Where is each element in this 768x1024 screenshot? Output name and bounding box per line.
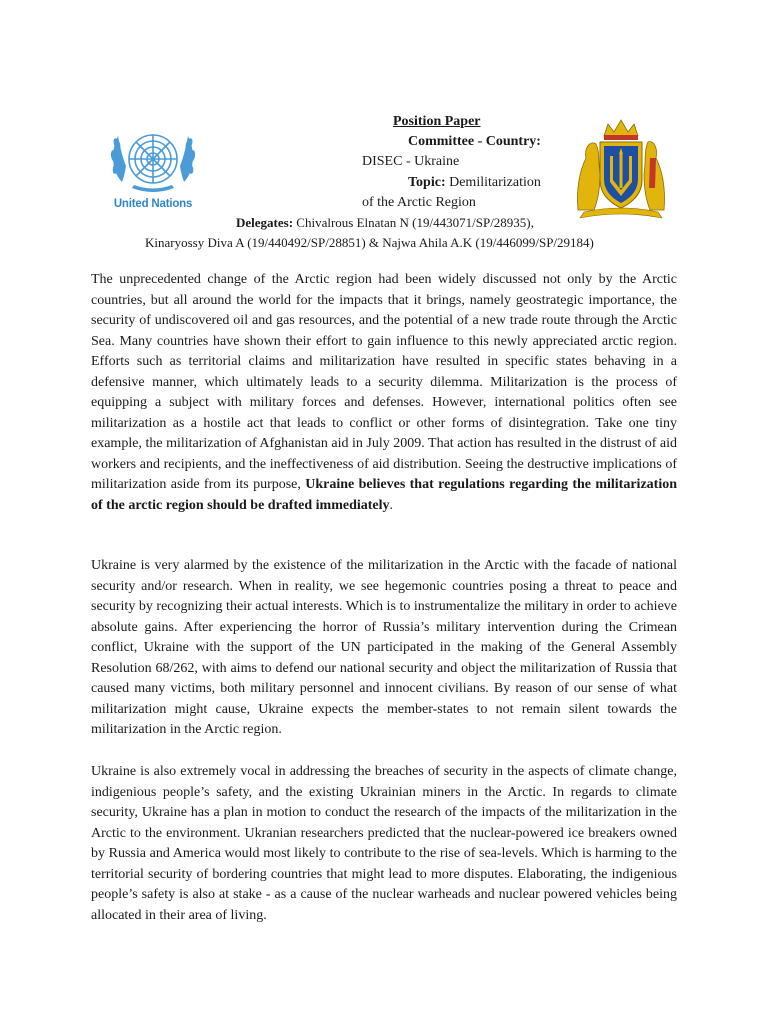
- un-logo-label: United Nations: [113, 198, 193, 210]
- committee-value: DISEC - Ukraine: [362, 154, 460, 169]
- un-emblem-icon: [92, 122, 214, 198]
- coat-of-arms-icon: [570, 118, 672, 222]
- paragraph-1-bold-statement: Ukraine believes that regulations regarding the militarization of the arctic region should be drafted immediately: [91, 477, 677, 513]
- paragraph-1-end: .: [389, 497, 394, 513]
- topic-value-continued: of the Arctic Region: [362, 195, 476, 210]
- paragraph-3: Ukraine is also extremely vocal in addressing the breaches of security in the aspects of climate change, indigenious people’s safety, and the existing Ukrainian miners in the Arctic. In regards to climate security, Ukraine has a plan in motion to conduct the research of the impacts of the militarization in the Arctic to the environment. Ukranian researchers predicted that the nuclear-powered ice breakers owned by Russia and America would most likely to contribute to the rise of sea-levels. Which is harming to the territorial security of bordering countries that might lead to more disputes. Elaborating, the indigenious people’s safety is also at stake - as a cause of the nuclear warheads and nuclear powered vehicles being allocated in their area of living.: [91, 764, 677, 923]
- delegates-names-1: Chivalrous Elnatan N (19/443071/SP/28935),: [296, 215, 534, 230]
- united-nations-logo: [92, 122, 214, 216]
- delegates-line-1: [236, 213, 534, 233]
- committee-label: Committee - Country:: [408, 134, 541, 149]
- delegates-line-2: Kinaryossy Diva A (19/440492/SP/28851) & Najwa Ahila A.K (19/446099/SP/29184): [145, 235, 594, 250]
- topic-label: Topic:: [408, 175, 446, 190]
- paragraph-2: Ukraine is very alarmed by the existence of the militarization in the Arctic with the facade of national security and/or research. When in reality, we see hegemonic countries posing a threat to peace and security by recognizing their actual interests. Which is to instrumentalize the military in order to achieve absolute gains. After experiencing the horror of Russia’s military intervention during the Crimean conflict, Ukraine with the support of the UN participated in the making of the General Assembly Resolution 68/262, with aims to defend our national security and object the militarization of Russia that caused many victims, both military personnel and innocent civilians. By reason of our sense of what militarization might cause, Ukraine expects the member-states to not remain silent towards the militarization in the Arctic region.: [91, 558, 677, 737]
- delegates-label: Delegates:: [236, 215, 294, 230]
- topic-line: [408, 173, 541, 193]
- paragraph-1: [91, 270, 677, 516]
- ukraine-coat-of-arms: [570, 118, 672, 222]
- paper-title: Position Paper: [393, 114, 481, 129]
- paragraph-1-text: The unprecedented change of the Arctic region had been widely discussed not only by the Arctic countries, but all around the world for the impacts that it brings, namely geostrategic importance, the security of undiscovered oil and gas resources, and the potential of a new trade route through the Arctic Sea. Many countries have shown their effort to gain influence to this newly appreciated arctic region. Efforts such as territorial claims and militarization have resulted in specific states behaving in a defensive manner, which ultimately leads to a security dilemma. Militarization is the process of equipping a subject with military forces and defenses. However, international politics often see militarization as a hostile act that leads to conflict or other forms of disintegration. Take one tiny example, the militarization of Afghanistan aid in July 2009. That action has resulted in the distrust of aid workers and recipients, and the ineffectiveness of aid distribution. Seeing the destructive implications of militarization aside from its purpose,: [91, 272, 677, 492]
- topic-value: Demilitarization: [449, 175, 541, 190]
